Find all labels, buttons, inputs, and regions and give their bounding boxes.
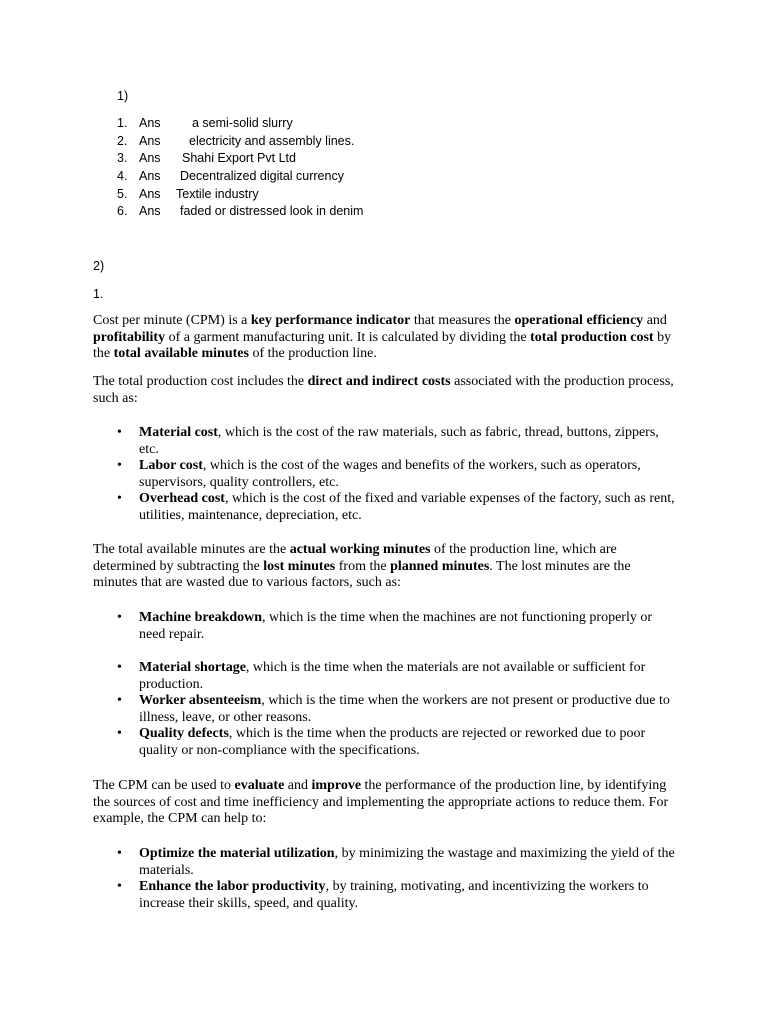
bold-text: planned minutes (390, 558, 490, 574)
text-run: associated with the production process, such as: (93, 374, 674, 406)
question-2-heading: 2) (93, 259, 105, 273)
text-run: from the (335, 558, 391, 574)
list-item (117, 693, 677, 726)
question-1-heading: 1) (117, 89, 129, 103)
bold-text: total available minutes (113, 346, 249, 362)
text-run: of the production line, which are determined by subtracting the (93, 542, 617, 574)
list-item (117, 491, 677, 524)
text-run: and (284, 778, 312, 793)
text-run: , which is the cost of the raw materials, such as fabric, thread, buttons, zippers, etc. (139, 425, 659, 457)
bold-text: Optimize the material utilization (139, 846, 335, 861)
list-item (117, 846, 677, 879)
answer-text: Textile industry (176, 186, 259, 201)
text-run: , by training, motivating, and incentivizing the workers to increase their skills, speed, and quality. (139, 879, 649, 911)
text-run: of a garment manufacturing unit. It is calculated by dividing the (165, 329, 531, 345)
lost-minutes-list (117, 610, 677, 643)
list-item (117, 726, 677, 759)
answer-number: 5. (117, 186, 128, 201)
bold-text: profitability (93, 329, 166, 345)
text-run: , which is the time when the workers are not present or productive due to illness, leave, or other reasons. (139, 693, 670, 725)
bold-text: direct and indirect costs (307, 374, 451, 389)
text-run: , which is the time when the materials are not available or sufficient for production. (139, 660, 646, 692)
text-run: , which is the time when the products are rejected or reworked due to poor quality or non-compliance with the specifications. (139, 726, 646, 758)
text-run: of the production line. (248, 346, 377, 362)
answer-prefix: Ans (139, 169, 161, 184)
answer-prefix: Ans (139, 133, 161, 148)
available-minutes-paragraph (93, 542, 678, 592)
question-2-sub-heading: 1. (93, 287, 104, 301)
answer-prefix: Ans (139, 151, 161, 166)
list-item (117, 458, 677, 491)
list-item (117, 425, 677, 458)
text-run: that measures the (410, 313, 515, 328)
cost-list (117, 425, 677, 525)
text-run: The CPM can be used to (93, 778, 235, 793)
answer-number: 3. (117, 151, 128, 166)
production-cost-paragraph (93, 374, 678, 407)
answer-prefix: Ans (139, 116, 161, 130)
list-item (117, 660, 677, 693)
bold-text: Material cost (139, 425, 218, 440)
bold-text: Quality defects (139, 726, 229, 742)
bold-text: lost minutes (263, 558, 336, 574)
text-run: , which is the cost of the wages and benefits of the workers, such as operators, supervisors, quality controllers, etc. (139, 458, 641, 490)
text-run: . The lost minutes are the minutes that are wasted due to various factors, such as: (93, 558, 631, 591)
text-run: , which is the cost of the fixed and variable expenses of the factory, such as rent, utilities, maintenance, depreciation, etc. (139, 491, 675, 523)
text-run: The total available minutes are the (93, 542, 290, 557)
bold-text: Machine breakdown (139, 610, 263, 625)
answer-number: 1. (117, 116, 128, 130)
answer-prefix: Ans (139, 204, 161, 219)
bold-text: total production cost (530, 329, 654, 345)
text-run: , by minimizing the wastage and maximizing the yield of the materials. (139, 846, 675, 878)
cpm-actions-list (117, 846, 677, 912)
bold-text: Enhance the labor productivity (139, 879, 326, 895)
answer-text: electricity and assembly lines. (189, 133, 355, 148)
answer-text: Shahi Export Pvt Ltd (182, 151, 296, 166)
answer-number: 4. (117, 169, 128, 184)
bold-text: Material shortage (139, 660, 246, 675)
cpm-usage-paragraph (93, 778, 678, 828)
bold-text: improve (311, 778, 362, 793)
text-run: the performance of the production line, by identifying the sources of cost and time inefficiency and implementing the appropriate actions to reduce them. For example, the CPM can help to: (93, 778, 669, 827)
answer-text: a semi-solid slurry (192, 116, 293, 130)
bold-text: operational efficiency (514, 313, 644, 328)
bold-text: Worker absenteeism (139, 693, 262, 709)
lost-minutes-list-continued (117, 660, 677, 760)
cpm-definition-paragraph (93, 313, 678, 363)
text-run: , which is the time when the machines are not functioning properly or need repair. (139, 610, 652, 642)
answer-text: Decentralized digital currency (180, 169, 344, 184)
list-item (117, 879, 677, 912)
bold-text: actual working minutes (289, 542, 431, 557)
text-run: by the (93, 329, 672, 362)
bold-text: key performance indicator (250, 313, 411, 328)
bold-text: evaluate (234, 778, 285, 793)
answer-text: faded or distressed look in denim (180, 204, 364, 219)
list-item (117, 610, 677, 643)
answer-number: 6. (117, 204, 128, 219)
answer-number: 2. (117, 133, 128, 148)
text-run: and (643, 313, 667, 328)
answer-prefix: Ans (139, 186, 161, 201)
bold-text: Labor cost (139, 458, 203, 474)
text-run: Cost per minute (CPM) is a (93, 313, 251, 328)
text-run: The total production cost includes the (93, 374, 308, 389)
bold-text: Overhead cost (139, 491, 225, 507)
